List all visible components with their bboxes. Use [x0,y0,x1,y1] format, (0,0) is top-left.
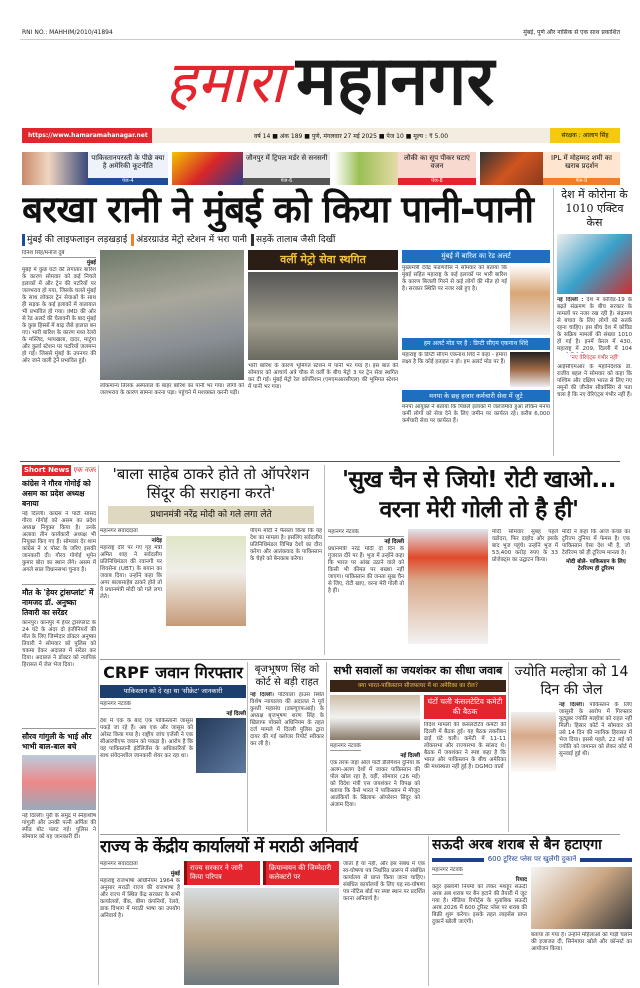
jyoti-photo [511,712,556,772]
sukhchain-article [328,529,630,657]
location: मुंबई [86,260,96,266]
byline: महानगर संवाददाता [100,528,162,536]
location: रियाद [515,877,527,883]
brijbhushan-headline: बृजभूषण सिंह को कोर्ट से बड़ी राहत [254,664,320,688]
location: नई दिल्ली। [559,702,585,708]
teaser-image [22,152,88,185]
corona-headline: देश में कोरोना के 1010 एक्टिव केस [561,188,628,229]
metro-box [248,250,398,458]
sukhchain-story [328,465,630,657]
article-body: लोकमान्य तिलक अस्पताल के बाहर बारिश का पानी भर गया। लोगों को जलभराव के कारण सामना करना पड़ा। पहुंचने में मशक्कत करनी पड़ी। [100,383,244,396]
article-body: देश में एक के बाद एक पाकिस्तानी जासूस पकड़े जा रहे हैं। अब एक और जासूस को अरेस्ट किया गया है। राष्ट्रीय जांच एजेंसी ने एक सीआरपीएफ जवान को पकड़ा है। आरोप है कि वह पाकिस्तानी इंटेलिजेंस के अधिकारियों के साथ संवेदनशील जानकारी शेयर कर रहा था। [100,718,193,759]
corona-photo [557,234,632,294]
location: नई दिल्ली [226,711,246,717]
teaser-page: पेज-9 [543,178,620,185]
crpf-headline: CRPF जवान गिरफ्तार [103,663,243,682]
divider [20,39,620,40]
short-news-body: नई दिल्ली। कांग्रेस ने पार्टी सांसद गौरव गोगोई को असम का प्रदेश अध्यक्ष नियुक्त किया है। उनके अलावा तीन कार्यकारी अध्यक्ष भी नियुक्त किए गए हैं। सोमवार देर शाम कांग्रेस ने X पोस्ट के जरिए इसकी जानकारी दी। गौरव गोगोई भूपेन कुमार बोरा का स्थान लेंगे। असम में अगले साल विधानसभा चुनाव है। [22,511,96,573]
committee-title: घंटों चली कंसलटेटिव कमेटी की बैठक [424,695,506,719]
fadnavis-photo [510,265,550,335]
short-news-body: नई दिल्ली। पुरी के समुद्र में स्नेहाशीष गांगुली और उनकी पत्नी अर्पिता की स्पीड बोट पलट गई। पुलिस ने सोमवार को यह जानकारी दी। [22,813,96,840]
balasaheb-story [100,465,322,657]
divider [98,465,99,985]
red-alert-box [402,250,550,458]
teaser-title: जौनपुर में ट्रिपल मर्डर से सनसनी [245,154,328,162]
lead-subheads [22,234,550,246]
brijbhushan-story [250,663,324,832]
amit-shah-photo [166,536,246,626]
metro-photo [248,272,398,360]
crpf-story [100,663,246,832]
teaser-2[interactable] [172,152,330,185]
divider [553,188,554,456]
article-body: देश में कोविड-19 के बढ़ते संक्रमण के बीच सरकार के मामलों पर नजर रख रही है। संक्रमण से बचाव के लिए लोगों को सतर्क रहना चाहिए। इस बीच देश में कोविड के सक्रिय मामलों की संख्या 1010 हो गई है। इनमें केरल में 430, महाराष्ट्र में 209, दिल्ली में 104 [557,297,632,352]
lead-section [22,188,550,458]
short-news-title: सौरव गांगुली के भाई और भाभी बाल-बाल बचे [22,732,92,751]
saudi-subhead-text: 600 टूरिस्ट प्लेस पर खुलेंगी दुकानें [487,855,577,863]
jyoti-story [511,663,632,832]
tagline: मुंबई, पुणे और नासिक से एक साथ प्रकाशित [523,29,620,36]
teaser-title: पाकिस्तानपरस्ती के पीछे क्या है अमेरिकी कूटनीति [91,154,165,170]
article-body: मनपा आयुक्त ने बताया कि पिछले इलाकों में जलजमाव हुआ लेकिन मनपा कर्मी लोगों को सेवा देने के लिए जमीन पर कार्यरत रहे। करीब 6,000 कर्मचारी सेवा पर कार्यरत हैं। [402,404,550,424]
flood-photo [100,250,244,380]
divider [100,659,620,660]
teaser-1[interactable] [22,152,168,185]
short-news-column [22,465,96,985]
rni-number: RNI NO.: MAHHIM/2010/41894 [22,29,113,36]
short-news-label2: एक नजर [72,466,96,474]
teaser-title: लौकी का सूप पीकर घटाएं वजन [403,154,470,170]
divider [326,662,327,832]
alert-title: मुंबई में बारिश का रेड अलर्ट [402,250,550,263]
article-body: मोदी ने कहा कि आज कच्छ का टूरिज्म दुनिया में फेमस है। एक पाकिस्तान ऐसा देश भी है, जो टेररिज्म को ही टूरिज्म मानता है। [562,529,630,556]
gangully-photo [22,755,96,810]
lead-article-cont [100,250,244,458]
saudi-photo [531,867,632,929]
crpf-subhead: पाकिस्तान को दे रहा था 'सीक्रेट' जानकारी [100,685,246,698]
jaishankar-headline: सभी सवालों का जयशंकर का सीधा जवाब [333,664,503,677]
article-body: पटियाला हाउस स्थित विशेष न्यायालय की अदालत ने पूर्व कुश्ती महासंघ (डब्ल्यूएफआई) के अध्यक्ष बृजभूषण शरण सिंह के खिलाफ पॉक्सो अधिनियम के तहत दर्ज मामले में दिल्ली पुलिस द्वारा दायर की गई क्लोजर रिपोर्ट स्वीकार कर ली है। [250,692,324,747]
box2-title: हम अलर्ट मोड पर है : डिप्टी सीएम एकनाथ शिंदे [402,338,550,350]
jaishankar-story [330,663,506,832]
corona-subhead: 'नए वेरिएंट्स गंभीर नहीं' [570,355,619,361]
teaser-image [334,152,398,185]
corona-article [557,188,632,458]
committee-box [424,695,506,832]
byline: महानगर नेटवर्क [432,867,463,873]
saudi-subhead [432,855,632,864]
website-link[interactable]: https://www.hamaramahanagar.net [22,128,152,143]
teaser-4[interactable] [480,152,620,185]
location: नई दिल्ली : [557,297,584,303]
article-body: आईसीएमआर के महानिदेशक डॉ. राजीव बहल ने सोमवार को कहा कि पश्चिम और दक्षिण भारत से लिए गए नमूनों की जीनोम सीक्वेंसिंग से पता चला है कि नए वेरिएंट्स गंभीर नहीं हैं। [557,364,632,398]
byline: महानगर नेटवर्क [328,529,404,537]
patron: संरक्षक : आलाप सिंह [550,128,620,143]
subhead: अंडरग्राउंड मेट्रो स्टेशन में भरा पानी [131,234,247,246]
marathi-headline: राज्य के केंद्रीय कार्यालयों में मराठी अनिवार्य [100,837,358,857]
teaser-image [480,152,543,185]
jaishankar-subhead: क्या भारत-पाकिस्तान सीजफायर में था अमेरिका का रोल? [330,680,506,692]
sukhchain-headline: 'सुख चैन से जियो! रोटी खाओ... वरना मेरी गोली तो है ही' [341,467,617,523]
brijbhushan-article [250,692,324,832]
balasaheb-headline: 'बाला साहेब ठाकरे होते तो ऑपरेशन सिंदूर की सराहना करते' [112,465,310,502]
divider [428,836,429,986]
decor-bar [432,858,484,862]
subhead: सड़कें तालाब जैसी दिखीं [251,234,550,246]
byline: दिनेश सिंह/मनोज दुबे [22,250,96,258]
article-body: बताया तो गया है। उन्होंने महिलाओं को गाड़ी चलाने की इजाजत दी, सिनेमाघर खोले और कॉन्सर्ट का आयोजन किया। [531,932,632,952]
article-body: पीएम मोदी ने फैसला किया कि यह देश का मामला है। इसलिए सर्वदलीय प्रतिनिधिमंडल विभिन्न देशों का दौरा करेगा और आतंकवाद के पाकिस्तान के चेहरे को बेनकाब करेगा। [250,528,322,562]
info-bar [22,128,620,143]
subhead: मुंबई की लाइफलाइन लड़खड़ाई [22,234,127,246]
short-news-label: Short News [24,466,70,474]
article-body: मुंबई में कुछ घंटों की लगातार बारिश के कारण सोमवार को कई निचले इलाकों में और ट्रेन की पटरियों पर जलभराव हो गया, जिसके चलते मुंबई के साथ लोकल ट्रेन सेवाओं के साथ ही सड़क के कई इलाकों में यातायात भी प्रभावित हो गया। IMD की ओर से रेड अलर्ट की चेतावनी के बाद मुंबई के कुछ हिस्सों में बाढ़ जैसे हालात बन गए। भारी बारिश के कारण मध्य रेलवे के मस्जिद, भायखला, दादर, माटुंगा और कुर्ला स्टेशन पर पटरियों जलमग्न हो गईं। जिससे मुंबई के उपनगर की ओर जाने वाली ट्रेनें प्रभावित हुईं। [22,267,96,364]
byline: महानगर नेटवर्क [330,743,361,749]
article-body: भारी बारिश के कारण भूमिगत स्टेशन में पानी भर गया है। इस बात की सोमवार को आचार्य अत्रे चौक से वर्ली के बीच मेट्रो 3 पर ट्रेन सेवा स्थगित कर दी गई। मुंबई मेट्रो रेल कॉर्पोरेशन (एमएमआरसीएल) की भूमिगत स्टेशन में पानी भर गया। [248,363,398,390]
divider [324,465,325,655]
location: नई दिल्ली। [250,692,274,698]
marathi-article [100,861,425,985]
teaser-3[interactable] [334,152,476,185]
article-body: मुख्यमंत्री देवेंद्र फडणवीस ने सोमवार को बताया कि मुंबई सहित महाराष्ट्र के कई इलाकों पर भारी बारिश के कारण बिजली गिरने से कई लोगों की मौत हो गई है। सरकार स्थिति पर नजर रखे हुए है। [402,265,507,292]
logo-part1: हमारा [165,48,285,116]
saudi-story [432,836,632,985]
byline: महानगर संवाददाता [100,861,138,867]
article-body: महाराष्ट्र के डिप्टी सीएम एकनाथ शिंदे ने कहा - हमारा लक्ष्य है कि कोई हताहत न हो। हम अलर्ट मोड पर हैं। [402,352,507,365]
marathi-story [100,837,425,985]
divider [247,662,248,832]
marathi-tag-1: राज्य सरकार ने जारी किया परिपत्र [184,861,260,885]
lead-article [22,250,96,458]
location: नई दिल्ली [384,539,404,545]
short-news-title: मौत के 'हेयर ट्रांसप्लांट' में नामजद डॉ. अनुष्का तिवारी का सरेंडर [22,588,94,617]
article-body: मोदी सोमवार सुबह पहले वडोदरा, फिर दाहोद और इसके बाद भुज पहुंचे। उन्होंने भुज में 53,400 करोड़ रुपए के 33 प्रोजेक्ट्स का उद्घाटन किया। [492,529,558,563]
crpf-article [100,701,246,832]
short-news-body: कानपुर। कानपुर में हेयर ट्रांसप्लांट के 24 घंटे के अंदर दो इंजीनियरों की मौत के लिए जिम्मेदार डॉक्टर अनुष्का तिवारी ने सोमवार को पुलिस को चकमा देकर अदालत में सरेंडर कर दिया। अदालत ने डॉक्टर को न्यायिक हिरासत में जेल भेज दिया। [22,620,96,668]
divider [100,834,620,835]
saudi-headline: सऊदी अरब शराब से बैन हटाएगा [432,837,602,853]
jaishankar-photo [330,695,420,740]
office-photo [184,888,339,985]
article-body: जाता है या नहीं, और इस संबंध में एक स्व-घोषणा पत्र निर्धारित प्रारूप में संबंधित कार्यालय से प्राप्त किया जाना चाहिए। संबंधित कार्यालयों के लिए यह स्व-घोषणा पत्र नोटिस बोर्ड पर स्पष्ट स्थान पर प्रदर्शित करना अनिवार्य है। [343,861,425,902]
box3-title: मनपा के छह हजार कर्मचारी सेवा में जुटे [402,390,550,402]
sukhchain-subhead: मोदी बोले- पाकिस्तान के लिए टेररिज्म ही टूरिज्म [566,559,626,572]
teaser-title: IPL में मोहम्मद शमी का खराब प्रदर्शन [551,154,612,170]
article-body: महाराष्ट्र राजभाषा अधिनियम 1964 के अनुसार मराठी राज्य की राजभाषा है और राज्य में स्थित केंद्र सरकार के सभी कार्यालयों, बैंक, बीमा कंपनियों, रेलवे, डाक विभाग में मराठी भाषा का उपयोग अनिवार्य है। [100,878,180,919]
location: नई दिल्ली [400,753,420,759]
lead-headline: बरखा रानी ने मुंबई को किया पानी-पानी [22,188,534,231]
article-body: एक तरफ जहां ऑल पार्टी डेलिगेशन दुनिया के अलग-अलग देशों में जाकर पाकिस्तान की पोल खोल रहा है, वहीं, सोमवार (26 मई) को विदेश मंत्री एस जयशंकर ने विपक्ष को बताया कि कैसे भारत ने पाकिस्तान में मौजूद आतंकियों के खिलाफ ऑपरेशन सिंदूर को अंजाम दिया। [330,760,420,808]
saudi-article [432,867,632,985]
metro-title: वर्ली मेट्रो सेवा स्थगित [248,250,398,270]
nia-photo [196,718,246,773]
location: नांदेड़ [151,538,162,544]
article-body: प्रधानमंत्री नरेंद्र मोदी दो दिन के गुजरात दौरे पर हैं। भुज में उन्होंने कहा कि भारत पर आंख उठाने वाले को किसी भी कीमत पर बख्शा नहीं जाएगा। पाकिस्तान की जनता सुख चैन से जिए, रोटी खाए, वरना मेरी गोली तो है ही। [328,546,404,594]
short-news-title: कांग्रेस ने गौरव गोगोई को असम का प्रदेश अध्यक्ष बनाया [22,479,91,508]
teaser-image [172,152,243,185]
logo-part2: महानगर [296,42,495,121]
article-body: कट्टर इस्लामी नियमों को लेकर मशहूर सऊदी अरब अब शराब पर बैन हटाने की तैयारी में जुट गया है। मीडिया रिपोर्ट्स के मुताबिक सऊदी अरब 2026 में 600 टूरिस्ट प्लेस पर शराब की बिक्री शुरू करेगा। इसके तहत लाइसेंस प्राप्त दुकानें खोली जाएंगी। [432,884,527,925]
teaser-page: पेज-4 [88,178,168,185]
article-body: पाकिस्तान के लिए जासूसी के आरोप में गिरफ्तार यूट्यूबर ज्योति मल्होत्रा को राहत नहीं मिली। हिसार कोर्ट ने सोमवार को उसे 14 दिन की न्यायिक हिरासत में भेज दिया। इससे पहले, 22 मई को ज्योति को जमानत को लेकर कोर्ट में सुनवाई हुई थी। [559,702,632,757]
jyoti-article [511,702,632,832]
issue-info: वर्ष 14 ■ अंक 189 ■ पुणे, मंगलवार 27 मई 2025 ■ पेज 10 ■ मूल्य : ₹ 5.00 [253,132,449,140]
jyoti-headline: ज्योति मल्होत्रा को 14 दिन की जेल [514,664,629,698]
article-body: विदेश मामलों की कंसलटेटिव कमेटी की दिल्ली में बैठक हुई। यह बैठक तकरीबन ढाई घंटे चली। कमेटी में 11-11 लोकसभा और राज्यसभा के सांसद थे। बैठक में जयशंकर ने स्पष्ट कहा है कि भारत और पाकिस्तान के बीच अमेरिका की मध्यस्थता नहीं हुई है। DGMO वार्ता [424,722,506,770]
teaser-page: पेज-8 [398,178,476,185]
location: मुंबई [170,871,180,877]
balasaheb-subhead: प्रधानमंत्री नरेंद्र मोदी को गले लगा लेते [108,506,314,524]
teaser-page: पेज-6 [243,178,330,185]
divider [508,662,509,832]
modi-photo [408,529,488,644]
masthead-logo [60,42,600,124]
article-body: महाराष्ट्र दौरे पर गए गृह मंत्री अमित शाह ने सर्वदलीय प्रतिनिधिमंडल की रवानगी पर शिवसेना (UBT) के बयान का जवाब दिया। उन्होंने कहा कि अगर बालासाहेब ठाकरे होते तो वे प्रधानमंत्री मोदी को गले लगा लेते। [100,545,162,600]
balasaheb-article [100,528,322,657]
shinde-photo [510,352,550,387]
divider [20,461,620,462]
byline: महानगर नेटवर्क [100,701,131,707]
marathi-tag-2: क्रियान्वयन की जिम्मेदारी कलेक्टरों पर [263,861,339,885]
decor-bar [580,858,632,862]
